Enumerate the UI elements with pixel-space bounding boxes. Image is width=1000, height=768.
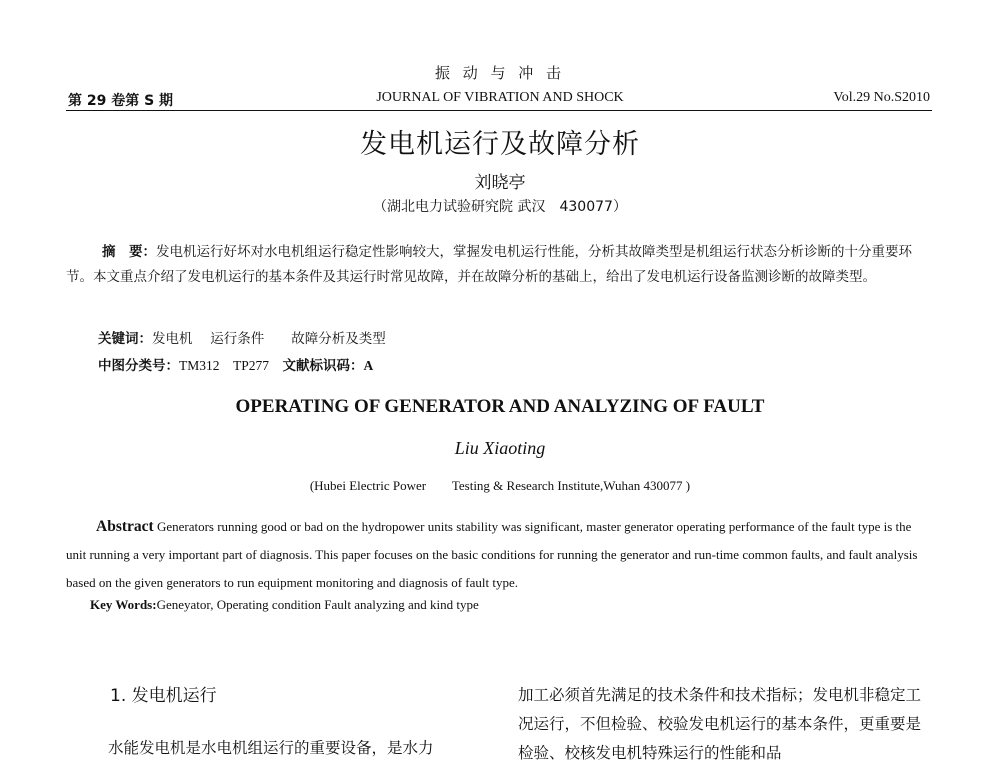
affiliation-en: (Hubei Electric Power Testing & Research Institute,Wuhan 430077 ) [309, 478, 691, 493]
affiliation-cn: （湖北电力试验研究院 武汉 430077） [373, 199, 627, 215]
journal-name-en: JOURNAL OF VIBRATION AND SHOCK [376, 90, 624, 105]
author-en: Liu Xiaoting [454, 438, 546, 458]
volume-issue-cn: 第 29 卷第 S 期 [68, 93, 174, 109]
abstract-en-label: Abstract [96, 518, 154, 535]
keywords-en-text: Geneyator, Operating condition Fault analyzing and kind type [156, 597, 479, 612]
doc-code-value: A [363, 358, 374, 373]
abstract-cn-text: 发电机运行好坏对水电机组运行稳定性影响较大，掌握发电机运行性能，分析其故障类型是机组运行状态分析诊断的十分重要环节。本文重点介绍了发电机运行的基本条件及其运行时常见故障，并在故障分析的基础上，给出了发电机运行设备监测诊断的故障类型。 [66, 244, 912, 285]
abstract-en-text: Generators running good or bad on the hydropower units stability was significant, master generator operating performance of the fault type is the unit running a very important part of diagnosis. This paper focuses on the basic conditions for running the generator and run-time common faults, and fault analysis based on the given generators to run equipment monitoring and diagnosis of fault type. [66, 519, 918, 590]
abstract-en [66, 513, 934, 597]
abstract-cn-label: 摘 要： [102, 244, 156, 260]
section-1-heading: 1. 发电机运行 [110, 686, 217, 706]
keywords-cn [98, 327, 386, 347]
volume-issue-en: Vol.29 No.S2010 [833, 90, 930, 105]
keywords-en [90, 597, 479, 613]
body-left-column: 水能发电机是水电机组运行的重要设备，是水力 [108, 739, 434, 757]
doc-code-label: 文献标识码： [282, 358, 364, 374]
keywords-cn-text: 发电机 运行条件 故障分析及类型 [152, 331, 386, 347]
paper-title-en: OPERATING OF GENERATOR AND ANALYZING OF FAULT [235, 396, 765, 417]
abstract-cn [66, 240, 934, 290]
author-cn: 刘晓亭 [474, 173, 526, 193]
header-divider [66, 110, 932, 111]
body-right-column: 加工必须首先满足的技术条件和技术指标；发电机非稳定工况运行，不但检验、校验发电机运行的基本条件，更重要是检验、校核发电机特殊运行的性能和品 [518, 686, 922, 762]
clc-label: 中图分类号： [98, 358, 179, 374]
journal-name-cn: 振 动 与 冲 击 [434, 64, 566, 82]
keywords-en-label: Key Words: [90, 597, 157, 612]
classification-line [98, 354, 373, 374]
keywords-cn-label: 关键词： [98, 331, 152, 347]
clc-value: TM312 TP277 [179, 358, 270, 373]
paper-title-cn: 发电机运行及故障分析 [360, 129, 640, 160]
